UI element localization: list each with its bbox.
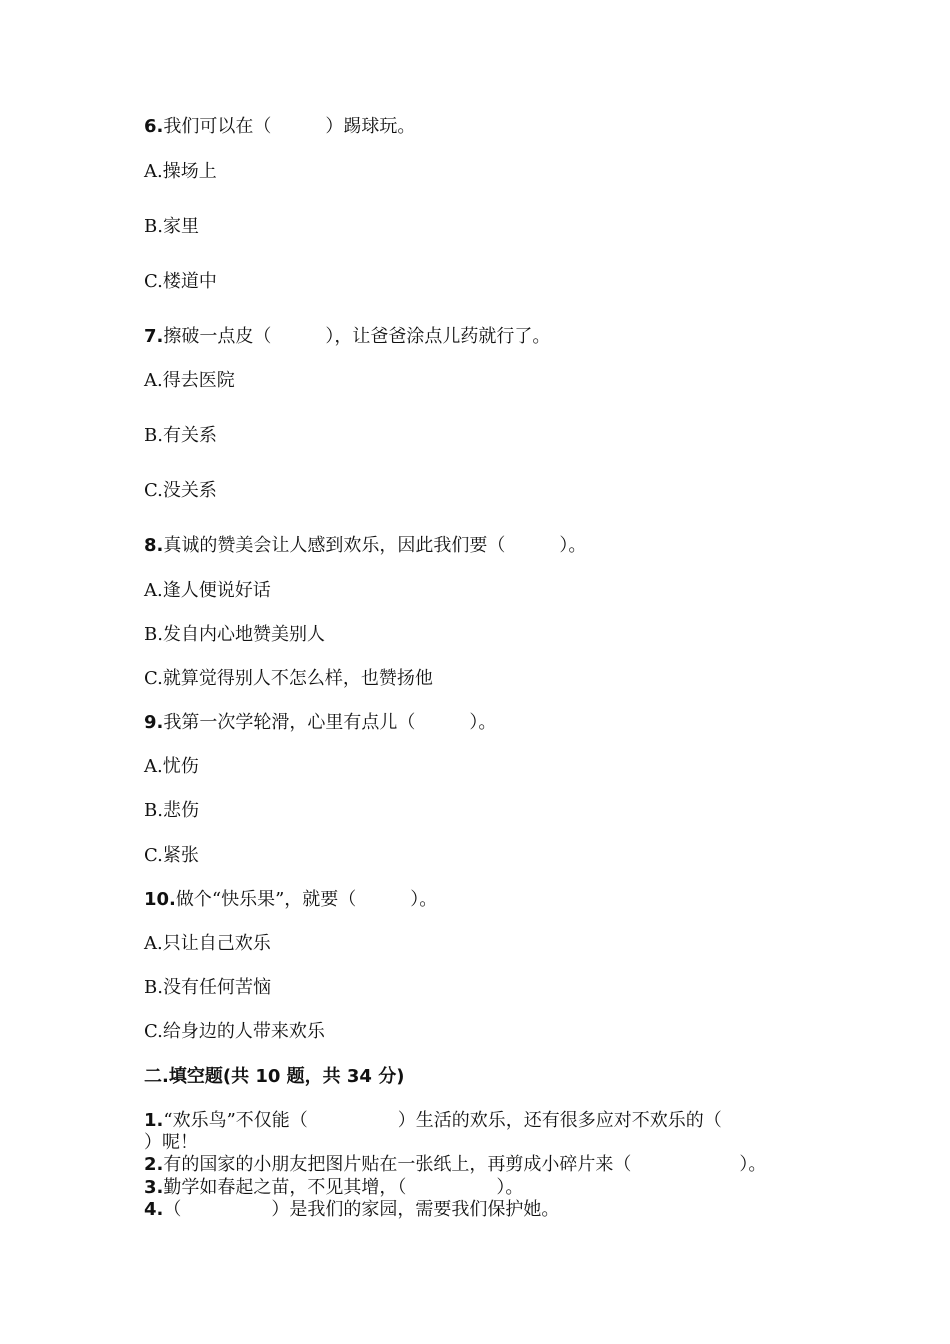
question-text: 做个“快乐果”，就要（ ）。 bbox=[175, 889, 438, 910]
question-number: 10. bbox=[144, 889, 176, 910]
question-7-stem bbox=[144, 326, 550, 348]
question-number: 8. bbox=[144, 535, 164, 556]
option-text: 逢人便说好话 bbox=[162, 580, 271, 601]
question-8-option-b[interactable] bbox=[144, 624, 325, 646]
question-text: 我们可以在（ ）踢球玩。 bbox=[163, 116, 416, 137]
question-number: 7. bbox=[144, 326, 164, 347]
question-9-option-b[interactable] bbox=[144, 800, 199, 822]
question-6-option-a[interactable] bbox=[144, 161, 217, 183]
option-text: 有关系 bbox=[162, 425, 217, 446]
question-7-option-c[interactable] bbox=[144, 480, 217, 502]
fill-number: 4. bbox=[144, 1199, 164, 1220]
option-text: 发自内心地赞美别人 bbox=[162, 624, 325, 645]
fill-text: 有的国家的小朋友把图片贴在一张纸上，再剪成小碎片来（ ）。 bbox=[163, 1154, 767, 1175]
option-letter: A. bbox=[144, 370, 163, 391]
option-letter: C. bbox=[144, 480, 163, 501]
option-letter: A. bbox=[144, 161, 163, 182]
fill-item-1 bbox=[144, 1110, 722, 1132]
question-9-option-a[interactable] bbox=[144, 756, 199, 778]
option-letter: B. bbox=[144, 216, 163, 237]
question-6-option-c[interactable] bbox=[144, 271, 217, 293]
option-letter: B. bbox=[144, 977, 163, 998]
option-letter: A. bbox=[144, 580, 163, 601]
option-letter: B. bbox=[144, 425, 163, 446]
option-text: 没关系 bbox=[162, 480, 217, 501]
fill-item-1-continued: ）呢！ bbox=[144, 1132, 198, 1153]
option-text: 得去医院 bbox=[162, 370, 235, 391]
fill-text: （ ）是我们的家园，需要我们保护她。 bbox=[163, 1199, 560, 1220]
option-text: 没有任何苦恼 bbox=[162, 977, 271, 998]
question-10-option-a[interactable] bbox=[144, 933, 271, 955]
question-text: 真诚的赞美会让人感到欢乐，因此我们要（ ）。 bbox=[163, 535, 587, 556]
option-letter: C. bbox=[144, 271, 163, 292]
question-8-stem bbox=[144, 535, 586, 557]
question-10-option-b[interactable] bbox=[144, 977, 271, 999]
option-text: 忧伤 bbox=[162, 756, 199, 777]
option-letter: C. bbox=[144, 668, 163, 689]
option-letter: A. bbox=[144, 756, 163, 777]
fill-number: 1. bbox=[144, 1110, 164, 1131]
fill-text: “欢乐鸟”不仅能（ ）生活的欢乐，还有很多应对不欢乐的（ bbox=[163, 1110, 722, 1131]
fill-text: 勤学如春起之苗，不见其增，（ ）。 bbox=[163, 1177, 524, 1198]
fill-number: 3. bbox=[144, 1177, 164, 1198]
option-letter: B. bbox=[144, 624, 163, 645]
option-text: 楼道中 bbox=[162, 271, 217, 292]
question-6-option-b[interactable] bbox=[144, 216, 199, 238]
question-8-option-c[interactable] bbox=[144, 668, 433, 690]
option-text: 悲伤 bbox=[162, 800, 199, 821]
fill-item-3 bbox=[144, 1177, 523, 1199]
option-text: 操场上 bbox=[162, 161, 217, 182]
question-9-stem bbox=[144, 712, 496, 734]
option-letter: C. bbox=[144, 845, 163, 866]
question-7-option-b[interactable] bbox=[144, 425, 217, 447]
question-6-stem bbox=[144, 116, 415, 138]
section-title: 二.填空题(共 10 题，共 34 分) bbox=[144, 1066, 405, 1087]
option-text: 只让自己欢乐 bbox=[162, 933, 271, 954]
option-text: 紧张 bbox=[162, 845, 199, 866]
option-letter: C. bbox=[144, 1021, 163, 1042]
option-text: 给身边的人带来欢乐 bbox=[162, 1021, 325, 1042]
option-letter: A. bbox=[144, 933, 163, 954]
question-8-option-a[interactable] bbox=[144, 580, 271, 602]
question-text: 擦破一点皮（ ），让爸爸涂点儿药就行了。 bbox=[163, 326, 551, 347]
question-10-stem bbox=[144, 889, 437, 911]
option-letter: B. bbox=[144, 800, 163, 821]
option-text: 就算觉得别人不怎么样，也赞扬他 bbox=[162, 668, 433, 689]
question-number: 6. bbox=[144, 116, 164, 137]
fill-item-2 bbox=[144, 1154, 766, 1176]
question-7-option-a[interactable] bbox=[144, 370, 235, 392]
question-10-option-c[interactable] bbox=[144, 1021, 325, 1043]
option-text: 家里 bbox=[162, 216, 199, 237]
question-9-option-c[interactable] bbox=[144, 845, 199, 867]
fill-number: 2. bbox=[144, 1154, 164, 1175]
question-number: 9. bbox=[144, 712, 164, 733]
fill-item-4 bbox=[144, 1199, 559, 1221]
question-text: 我第一次学轮滑，心里有点儿（ ）。 bbox=[163, 712, 497, 733]
